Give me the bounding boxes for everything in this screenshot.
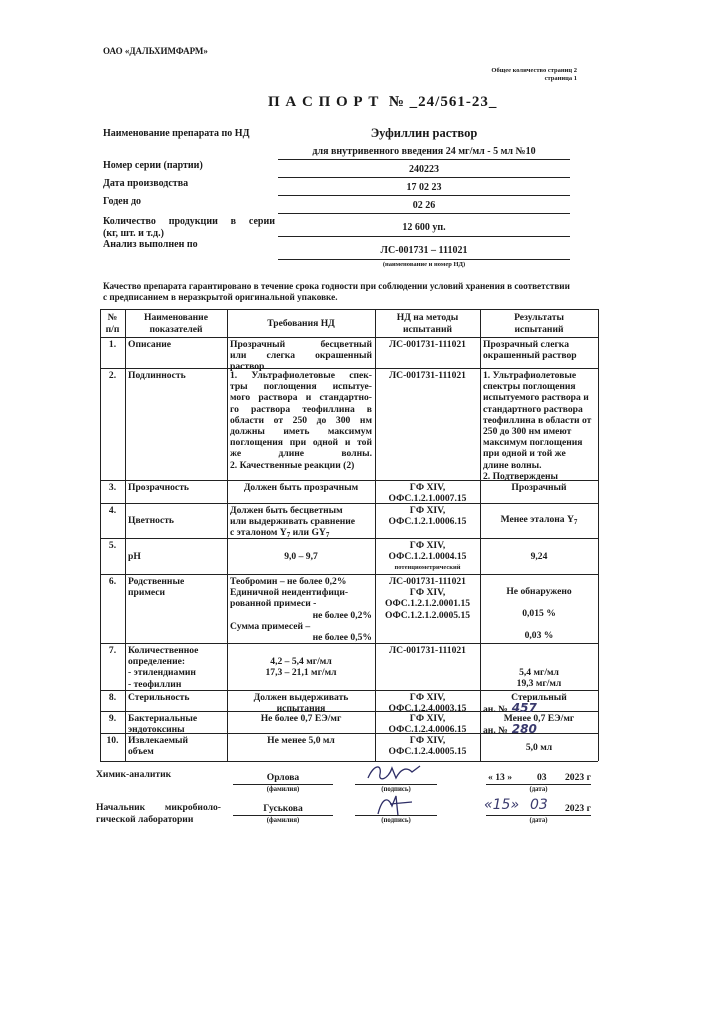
row-8-indicator-line: Стерильность [128,692,190,703]
chief-date-day: «15» [484,797,520,813]
row-9-indicator [128,713,224,736]
row-9-result [483,713,595,737]
row-6-indicator-line: Родственные [128,576,185,587]
row-1-result-line: Прозрачный слегка [483,339,569,350]
row-9-result-handwritten-number: 280 [511,722,537,737]
row-5-result-line: 9,24 [530,550,548,562]
row-2-result-line: 2. Подтверждены [483,470,559,482]
row-2-result-line: теофиллина в области от [483,414,592,426]
row-4-requirement-line: с эталоном $Y_7$ или $GY_7$ [230,527,330,540]
row-7-num [103,645,122,689]
row-6-result [483,576,595,641]
row-7-num-line: 7. [108,645,117,656]
row-1-requirement [230,339,372,373]
row-9-result-line: Менее 0,7 ЕЭ/мг [503,713,575,724]
row-6-indicator-line: примеси [128,587,166,599]
row-6-num-line: 6. [108,576,117,587]
row-7-requirement-line: 17,3 – 21,1 мг/мл [265,667,337,678]
row-8-result-line: Стерильный [511,692,567,703]
row-2-requirement-line: 1. Ультрафиолетовые спек- [230,370,372,381]
row-4-requirement-line: или выдерживать сравнение [230,516,356,528]
row-7-indicator-line: - теофиллин [128,678,182,690]
row-4-requirement-line: Должен быть бесцветным [230,505,343,516]
row-4-method-line: ГФ XIV, [409,505,446,516]
chief-name: Гуськова [263,803,303,814]
quantity-value: 12 600 уп. [402,222,446,233]
row-7-indicator [128,645,224,689]
row-8-method-line: ГФ XIV, [409,692,446,703]
header-requirements-line: Требования НД [267,317,335,329]
row-2-result-line: испытуемого раствора и [483,392,589,404]
name-label: Наименование препарата по НД [103,128,250,139]
header-indicator [128,311,224,336]
row-9-method [378,713,477,736]
row-8-num [103,692,122,710]
expiry-value: 02 26 [412,200,436,211]
row-5-requirement [230,540,372,573]
header-results [483,311,595,336]
row-8-indicator [128,692,224,710]
row-3-num [103,482,122,502]
row-5-method-line: потенциометрический [394,564,461,572]
row-2-requirement [230,370,372,479]
row-3-num-line: 3. [108,482,117,493]
row-1-method [378,339,477,367]
header-methods-line: НД на методы [396,312,459,324]
row-1-result-line: окрашенный раствор [483,350,577,362]
row-10-method-line: ГФ XIV, [409,735,446,746]
row-2-requirement-line: же длине волны. [230,448,372,460]
row-8-method [378,692,477,715]
production-date-label: Дата производства [103,178,189,189]
analysis-value: ЛС-001731 – 111021 [380,245,468,256]
row-6-method-line: ОФС.1.2.1.2.0005.15 [384,609,471,621]
chemist-date-year: 2023 г [565,772,591,783]
row-2-method-line: ЛС-001731-111021 [389,370,466,381]
row-8-requirement-line: Должен выдерживать [253,692,349,703]
chief-signature-caption: (подпись) [381,817,411,824]
row-6-requirement-line: Сумма примесей – [230,620,311,632]
row-6-requirement-line: не более 0,2% [312,609,372,621]
row-4-num [103,505,122,537]
row-9-num [103,713,122,732]
analysis-caption: (наименование и номер НД) [382,261,466,268]
quality-guarantee-text: Качество препарата гарантировано в течение срока годности при соблюдении условий хранения в соответствии с предписанием в неразкрытой оригинальной упаковке. [103,281,570,302]
chemist-signature-caption: (подпись) [381,786,411,793]
row-7-indicator-line: определение: [128,656,186,668]
chemist-date-day: « 13 » [488,772,512,783]
row-1-indicator-line: Описание [128,339,172,350]
row-7-method-line: ЛС-001731-111021 [389,645,466,656]
row-10-requirement-line: Не менее 5,0 мл [267,735,335,746]
row-5-method [378,540,477,573]
row-4-method [378,505,477,537]
chief-date-year: 2023 г [565,803,591,814]
row-2-result-line: 1. Ультрафиолетовые [483,370,577,381]
row-7-requirement [230,645,372,689]
header-indicator-line: Наименование [144,312,208,324]
row-10-method-line: ОФС.1.2.4.0005.15 [388,746,467,758]
row-3-method-line: ГФ XIV, [409,482,446,493]
chemist-date-caption: (дата) [529,786,548,793]
chief-surname-caption: (фамилия) [266,817,300,824]
row-5-indicator [128,540,224,573]
row-9-num-line: 9. [108,713,117,724]
row-6-requirement [230,576,372,642]
row-6-requirement-line: Единичной неидентифици- [230,587,349,599]
row-1-requirement-line: раствор [230,361,265,373]
row-6-method-line: ГФ XIV, [409,587,446,599]
row-9-requirement-line: Не более 0,7 ЕЭ/мг [260,713,342,724]
row-8-result [483,692,595,716]
row-5-method-line: ГФ XIV, [409,540,446,551]
row-9-indicator-line: эндотоксины [128,724,185,736]
row-2-num [103,370,122,479]
header-results-line: Результаты [514,312,564,324]
row-1-num-line: 1. [108,339,117,350]
row-10-requirement [230,735,372,760]
row-6-num [103,576,122,642]
row-5-requirement-line: 9,0 – 9,7 [284,550,318,562]
row-5-result [483,540,595,573]
row-2-requirement-line: тры поглощения испытуе- [230,381,372,393]
row-7-requirement-line: 4,2 – 5,4 мг/мл [270,655,332,667]
row-10-result [483,735,595,760]
row-2-indicator [128,370,224,479]
row-2-result-line: спектры поглощения [483,381,576,393]
chemist-date-month: 03 [537,772,547,783]
drug-name-detail: для внутривенного введения 24 мг/мл - 5 мл №10 [312,146,536,157]
row-3-indicator [128,482,224,502]
row-2-requirement-line: 2. Качественные реакции (2) [230,459,355,471]
row-10-num-line: 10. [106,735,119,746]
row-10-indicator [128,735,224,760]
row-5-num [103,540,122,573]
row-2-requirement-line: го раствора теофиллина в [230,403,372,415]
analysis-label: Анализ выполнен по [103,239,198,250]
row-3-indicator-line: Прозрачность [128,482,189,493]
row-10-result-line: 5,0 мл [525,741,553,753]
batch-value: 240223 [409,164,439,175]
row-6-method-line: ЛС-001731-111021 [389,576,466,587]
row-3-requirement-line: Должен быть прозрачным [243,482,359,493]
batch-label: Номер серии (партии) [103,160,203,171]
row-6-result-line: 0,015 % [522,607,556,619]
row-2-result [483,370,595,482]
expiry-label: Годен до [103,196,142,207]
row-10-indicator-line: Извлекаемый [128,735,189,746]
row-7-result-line: 5,4 мг/мл [519,666,559,678]
row-9-result-line: ан. № 280 [483,722,537,737]
row-2-requirement-line: области от 250 до 300 нм [230,414,372,426]
row-2-requirement-line: должны иметь максимум [230,426,372,438]
row-4-result-line: Менее эталона $Y_7$ [500,513,578,526]
row-8-result-line: ан. № 457 [483,701,537,716]
row-6-indicator [128,576,224,642]
row-7-result-line: 19,3 мг/мл [516,677,562,689]
row-5-num-line: 5. [108,540,117,551]
row-6-method [378,576,477,642]
company-name: ОАО «ДАЛЬХИМФАРМ» [103,46,208,56]
row-8-num-line: 8. [108,692,117,703]
row-7-result [483,645,595,689]
chief-date-caption: (дата) [529,817,548,824]
row-7-indicator-line: Количественное [128,645,199,656]
row-6-requirement-line: не более 0,5% [312,632,372,644]
row-2-result-line: 250 до 300 нм имеют [483,426,572,438]
row-6-result-line: 0,03 % [524,629,554,641]
quantity-label: Количество продукции в серии (кг, шт. и т.д.) [103,216,275,239]
row-1-result [483,339,595,367]
row-2-method [378,370,477,479]
row-8-requirement-line: испытания [276,703,326,715]
drug-name: Эуфиллин раствор [370,126,478,140]
row-4-method-line: ОФС.1.2.1.0006.15 [388,516,467,528]
total-pages: Общее количество страниц 2 [491,67,577,74]
row-3-result-line: Прозрачный [511,482,567,493]
row-3-result [483,482,595,502]
header-num-line: п/п [105,323,120,335]
row-5-method-line: ОФС.1.2.1.0004.15 [388,551,467,563]
row-3-requirement [230,482,372,502]
row-9-indicator-line: Бактериальные [128,713,198,724]
row-1-num [103,339,122,367]
row-2-requirement-line: поглощения при одной и той [230,437,372,449]
header-results-line: испытаний [514,323,564,335]
row-10-num [103,735,122,760]
row-1-indicator [128,339,224,367]
row-3-method [378,482,477,505]
row-2-requirement-line: мого раствора и стандартно- [230,392,372,404]
row-2-result-line: максимум поглощения [483,437,583,449]
row-2-num-line: 2. [108,370,117,381]
row-4-result [483,505,595,537]
row-4-requirement [230,505,372,540]
row-6-requirement-line: рованной примеси - [230,598,317,610]
production-date-value: 17 02 23 [406,182,442,193]
row-4-indicator [128,505,224,537]
header-methods [378,311,477,336]
passport-title: П А С П О Р Т № _24/561-23_ [268,94,498,110]
row-6-method-line: ОФС.1.2.1.2.0001.15 [384,598,471,610]
chemist-signature-icon [360,760,430,786]
chemist-surname-caption: (фамилия) [266,786,300,793]
header-num-line: № [107,312,118,324]
row-9-requirement [230,713,372,732]
row-1-requirement-line: Прозрачный бесцветный [230,339,372,350]
row-2-indicator-line: Подлинность [128,370,186,381]
row-4-indicator-line: Цветность [128,515,174,527]
row-3-method-line: ОФС.1.2.1.0007.15 [388,493,467,505]
row-10-indicator-line: объем [128,746,154,758]
row-10-method [378,735,477,760]
header-num [103,311,122,336]
row-6-requirement-line: Теобромин – не более 0,2% [230,576,347,587]
row-7-indicator-line: - этилендиамин [128,667,196,679]
row-1-method-line: ЛС-001731-111021 [389,339,466,350]
row-2-result-line: стандартного раствора [483,403,583,415]
row-1-requirement-line: или слегка окрашенный [230,350,372,362]
row-9-method-line: ОФС.1.2.4.0006.15 [388,724,467,736]
row-6-result-line: Не обнаружено [506,586,572,597]
row-9-method-line: ГФ XIV, [409,713,446,724]
chemist-label: Химик-аналитик [96,769,172,780]
row-5-indicator-line: pH [128,550,141,562]
header-indicator-line: показателей [149,323,203,335]
chemist-name: Орлова [266,772,300,783]
chief-date-month: 03 [530,797,548,813]
row-8-result-handwritten-number: 457 [511,701,537,716]
row-2-result-line: длине волны. [483,459,542,471]
current-page: страница 1 [544,75,577,82]
row-4-num-line: 4. [108,505,117,516]
header-methods-line: испытаний [402,323,452,335]
header-requirements [230,311,372,336]
row-8-method-line: ОФС.1.2.4.0003.15 [388,703,467,715]
row-2-result-line: при одной и той же [483,448,566,460]
chief-label: Начальник микробиоло- гической лаборатории [96,802,221,825]
row-8-requirement [230,692,372,715]
row-7-method [378,645,477,689]
